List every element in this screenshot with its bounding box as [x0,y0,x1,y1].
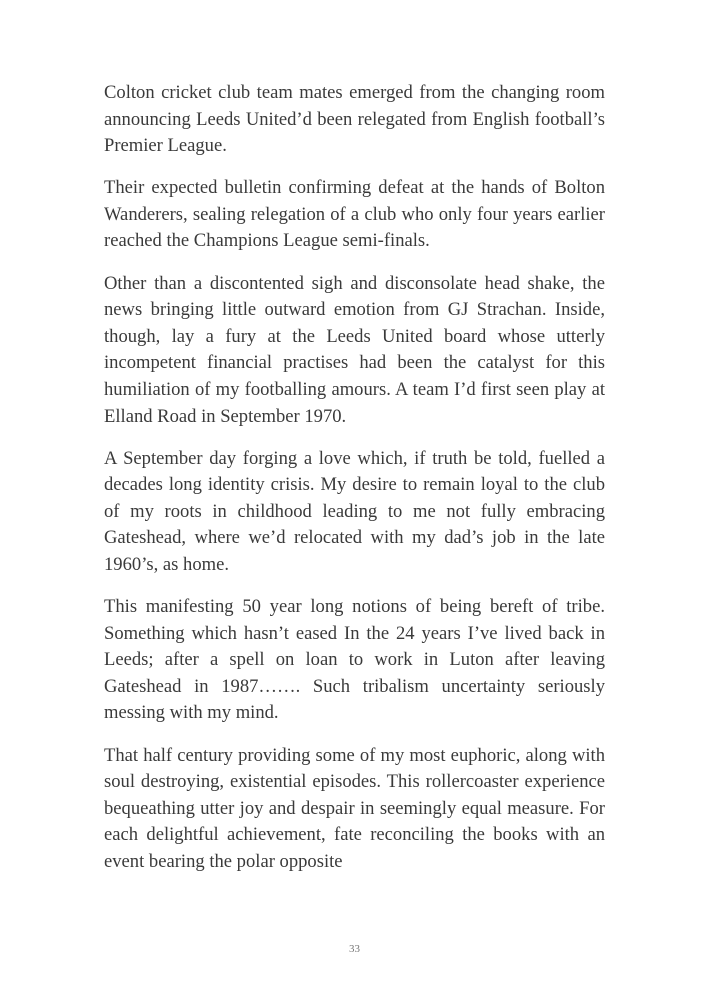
body-text [104,80,605,891]
paragraph-3: Other than a discontented sigh and disconsolate head shake, the news bringing little outward emotion from GJ Strachan. Inside, though, lay a fury at the Leeds United board whose utterly incompetent financial practises had been the catalyst for this humiliation of my footballing amours. A team I’d first seen play at Elland Road in September 1970. [104,272,605,427]
page-number: 33 [349,943,360,955]
paragraph-2: Their expected bulletin confirming defeat at the hands of Bolton Wanderers, sealing relegation of a club who only four years earlier reached the Champions League semi-finals. [104,177,605,252]
paragraph-5: This manifesting 50 year long notions of being bereft of tribe. Something which hasn’t eased In the 24 years I’ve lived back in Leeds; after a spell on loan to work in Luton after leaving Gateshead in 1987……. Such tribalism uncertainty seriously messing with my mind. [104,596,605,724]
paragraph-4: A September day forging a love which, if truth be told, fuelled a decades long identity crisis. My desire to remain loyal to the club of my roots in childhood leading to me not fully embracing Gateshead, where we’d relocated with my dad’s job in the late 1960’s, as home. [104,447,605,575]
paragraph-1: Colton cricket club team mates emerged from the changing room announcing Leeds United’d been relegated from English football’s Premier League. [104,82,605,157]
paragraph-6: That half century providing some of my most euphoric, along with soul destroying, existential episodes. This rollercoaster experience bequeathing utter joy and despair in seemingly equal measure. For each delightful achievement, fate reconciling the books with an event bearing the polar opposite [104,744,605,872]
